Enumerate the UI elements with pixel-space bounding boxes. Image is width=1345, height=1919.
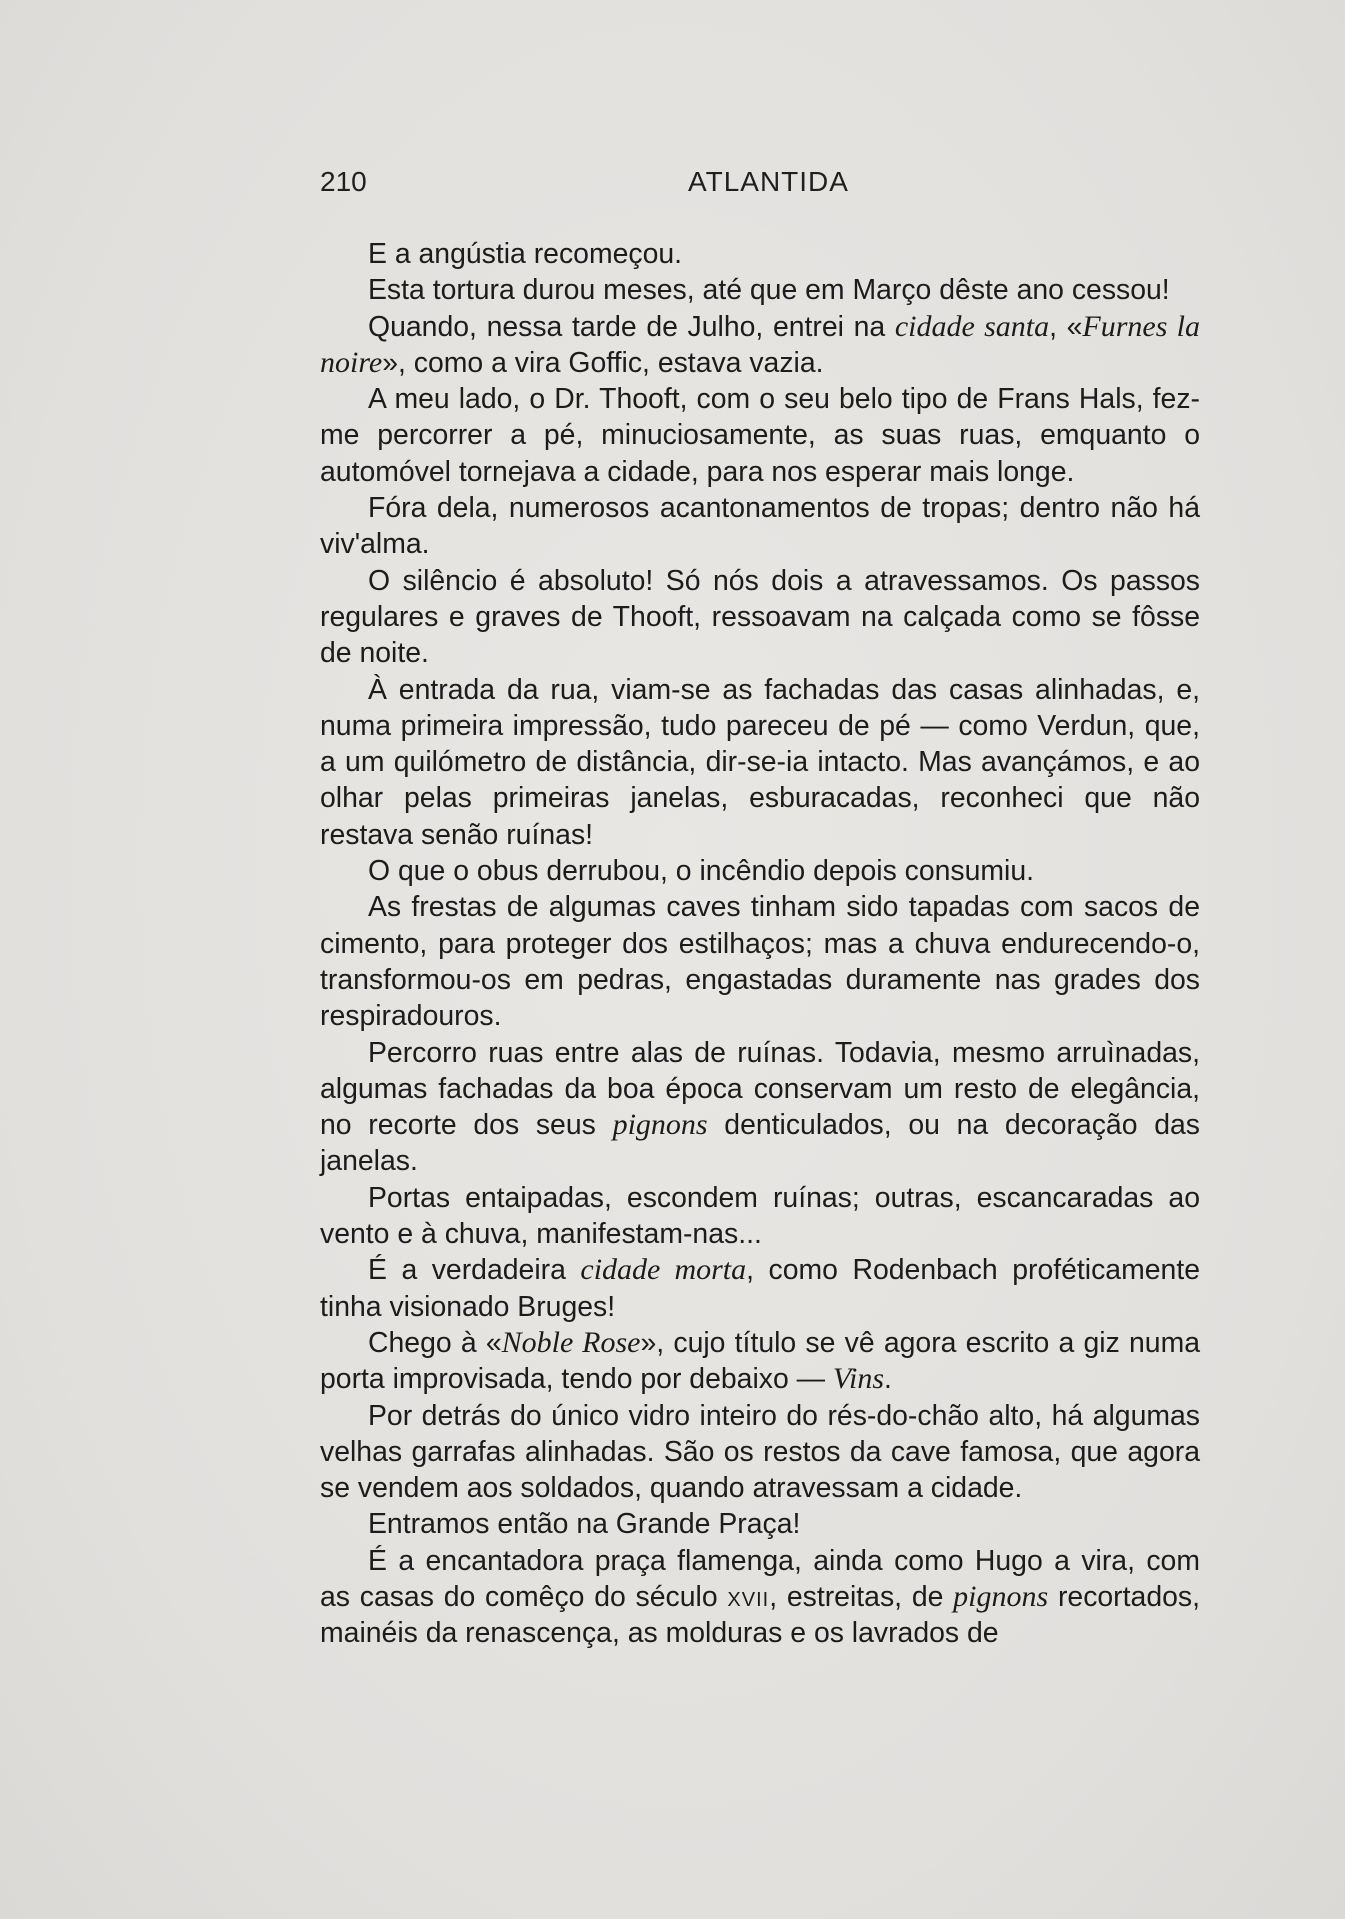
- italic-run: pignons: [953, 1579, 1049, 1613]
- paragraph: [320, 236, 1200, 272]
- body-text: [320, 236, 1200, 1652]
- paragraph: [320, 1506, 1200, 1542]
- text-run: Entramos então na Grande Praça!: [368, 1508, 801, 1541]
- text-run: Esta tortura durou meses, até que em Março dêste ano cessou!: [368, 274, 1170, 307]
- text-run: recortados, mainéis da renascença, as molduras e os lavrados de: [320, 1580, 1200, 1650]
- text-run: , «: [1049, 310, 1083, 343]
- text-run: , estreitas, de: [769, 1580, 954, 1613]
- small-caps-run: xvii: [727, 1580, 770, 1613]
- paragraph: [320, 381, 1200, 490]
- text-run: O silêncio é absoluto! Só nós dois a atravessamos. Os passos regulares e graves de Thooft, ressoavam na calçada como se fôsse de noite.: [320, 564, 1200, 670]
- text-run: É a encantadora praça flamenga, ainda como Hugo a vira, com as casas do comêço do século: [320, 1544, 1200, 1613]
- italic-run: cidade santa: [894, 309, 1050, 343]
- text-run: .: [884, 1363, 892, 1396]
- italic-run: Vins: [832, 1362, 885, 1396]
- paragraph: [320, 1325, 1200, 1398]
- italic-run: Noble Rose: [501, 1325, 641, 1359]
- paragraph: [320, 1252, 1200, 1325]
- text-run: É a verdadeira: [368, 1254, 581, 1287]
- italic-run: Furnes la noire: [320, 309, 1200, 379]
- text-run: Por detrás do único vidro inteiro do rés-do-chão alto, há algumas velhas garrafas alinhadas. São os restos da cave famosa, que agora se vendem aos soldados, quando atravessam a cidade.: [320, 1399, 1200, 1505]
- page-header: [320, 166, 1200, 206]
- text-run: À entrada da rua, viam-se as fachadas das casas alinhadas, e, numa primeira impressão, tudo pareceu de pé — como Verdun, que, a um quilómetro de distância, dir-se-ia intacto. Mas avançámos, e ao olhar pelas primeiras janelas, esburacadas, reconheci que não restava senão ruínas!: [320, 673, 1200, 851]
- paragraph: [320, 309, 1200, 382]
- paragraph: [320, 1035, 1200, 1180]
- text-run: A meu lado, o Dr. Thooft, com o seu belo tipo de Frans Hals, fez-me percorrer a pé, minuciosamente, as suas ruas, emquanto o automóvel tornejava a cidade, para nos esperar mais longe.: [320, 383, 1200, 488]
- italic-run: cidade morta: [580, 1253, 747, 1287]
- page-number: 210: [320, 166, 367, 197]
- paragraph: [320, 1398, 1200, 1507]
- text-run: Percorro ruas entre alas de ruínas. Todavia, mesmo arruìnadas, algumas fachadas da boa época conservam um resto de elegância, no recorte dos seus: [320, 1036, 1200, 1142]
- text-run: Quando, nessa tarde de Julho, entrei na: [368, 310, 895, 343]
- text-run: , como Rodenbach proféticamente tinha visionado Bruges!: [320, 1254, 1201, 1323]
- paragraph: [320, 490, 1200, 563]
- paragraph: [320, 563, 1200, 672]
- paragraph: [320, 1180, 1200, 1253]
- text-run: », cujo título se vê agora escrito a giz numa porta improvisada, tendo por debaixo —: [320, 1326, 1201, 1396]
- running-title: ATLANTIDA: [688, 166, 849, 197]
- paragraph: [320, 889, 1200, 1034]
- text-run: », como a vira Goffic, estava vazia.: [382, 346, 824, 379]
- paragraph: [320, 1543, 1200, 1652]
- text-run: E a angústia recomeçou.: [368, 238, 683, 270]
- paragraph: [320, 272, 1200, 308]
- text-run: As frestas de algumas caves tinham sido tapadas com sacos de cimento, para proteger dos estilhaços; mas a chuva endurecendo-o, transformou-os em pedras, engastadas duramente nas grades dos respiradouros.: [320, 891, 1200, 1033]
- text-run: O que o obus derrubou, o incêndio depois consumiu.: [368, 855, 1035, 888]
- text-run: Chego à «: [368, 1326, 502, 1359]
- paragraph: [320, 672, 1200, 853]
- text-run: Fóra dela, numerosos acantonamentos de tropas; dentro não há viv'alma.: [320, 492, 1200, 561]
- text-run: denticulados, ou na decoração das janelas.: [320, 1109, 1200, 1178]
- text-run: Portas entaipadas, escondem ruínas; outras, escancaradas ao vento e à chuva, manifestam-nas...: [320, 1181, 1200, 1251]
- paragraph: [320, 853, 1200, 889]
- italic-run: pignons: [612, 1108, 708, 1142]
